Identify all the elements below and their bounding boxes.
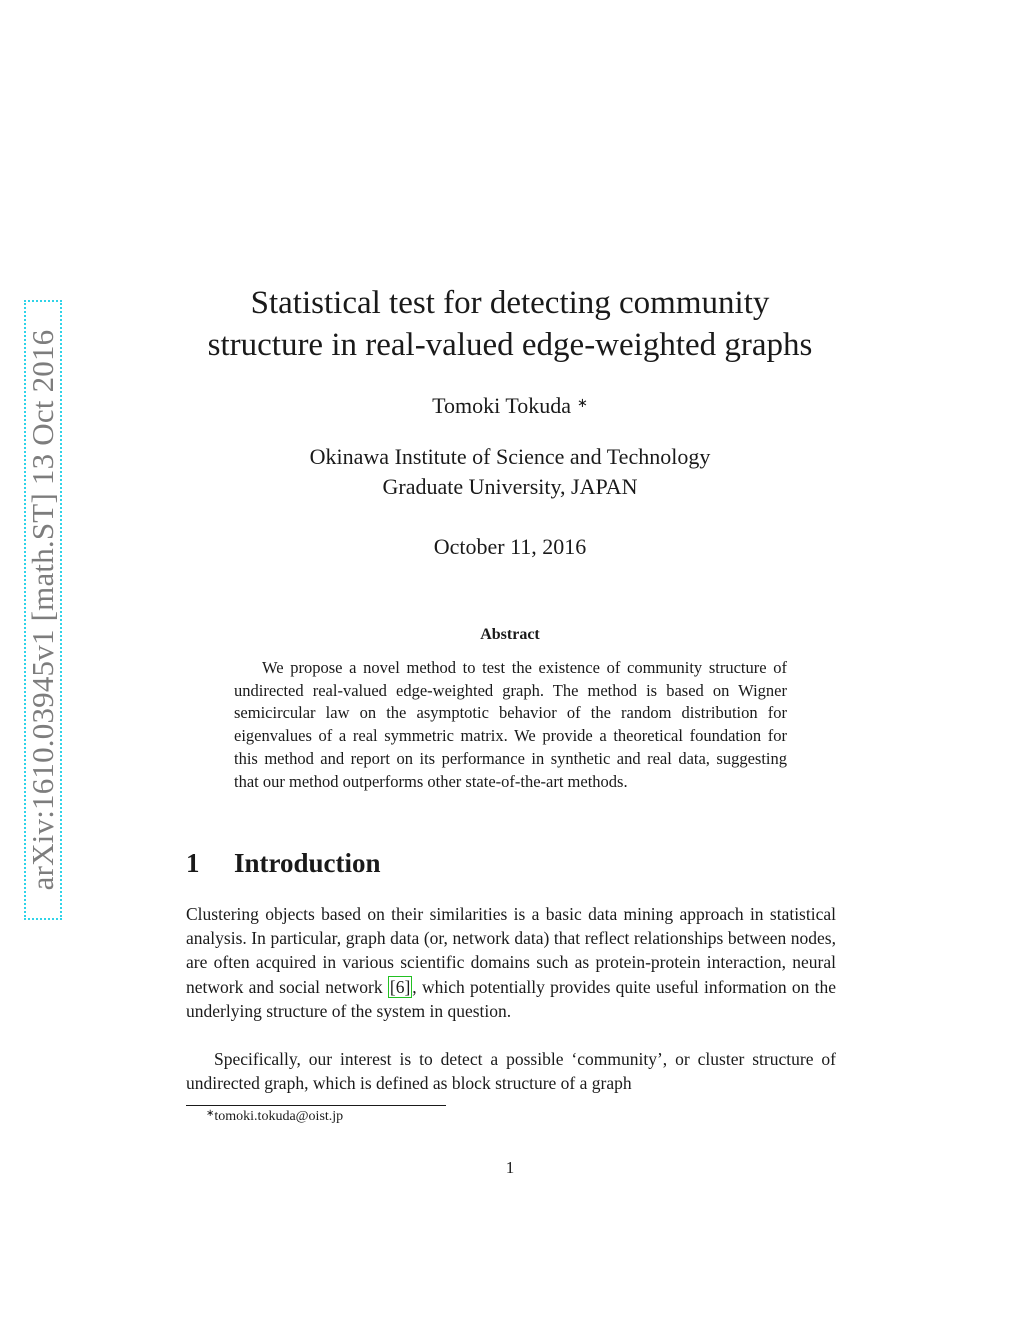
abstract-text: We propose a novel method to test the existence of community structure of undirected real-valued edge-weighted graph. The method is based on Wigner semicircular law on the asymptotic behavior of the random distribution for eigenvalues of a real symmetric matrix. We provide a theoretical foundation for this method and report on its performance in synthetic and real data, suggesting that our method outperforms other state-of-the-art methods. (234, 658, 787, 791)
affiliation-line-2: Graduate University, JAPAN (382, 474, 638, 499)
arxiv-sidebar-stamp (24, 300, 62, 920)
paper-date: October 11, 2016 (433, 534, 587, 559)
paper-title (150, 282, 870, 366)
intro-paragraph-1 (186, 902, 836, 1023)
section-heading (186, 848, 381, 879)
footnote (206, 1109, 343, 1125)
arxiv-identifier: arXiv:1610.03945v1 [math.ST] 13 Oct 2016 (25, 329, 60, 891)
page-number: 1 (505, 1158, 515, 1177)
abstract-heading: Abstract (480, 626, 540, 643)
citation-link[interactable]: [6] (389, 976, 411, 997)
section-title: Introduction (234, 848, 381, 878)
footnote-email: tomoki.tokuda@oist.jp (214, 1109, 344, 1124)
footnote-divider (186, 1105, 446, 1106)
affiliation-block (150, 442, 870, 502)
footnote-mark: ∗ (206, 1108, 215, 1119)
intro-paragraph-1-text-a: Clustering objects based on their similarities is a basic data mining approach in statistical analysis. In particular, graph data (or, network data) that reflect relationships between nodes, are often acquired in various scientific domains such as protein-protein interaction, neural network and social network (186, 904, 836, 997)
author-name: Tomoki Tokuda (432, 393, 571, 418)
intro-paragraph-1-text-b: , which potentially provides quite useful information on the underlying structure of the system in question. (186, 976, 837, 1021)
paper-title-line-2: structure in real-valued edge-weighted graphs (207, 327, 813, 363)
author-footnote-mark: ∗ (577, 395, 588, 410)
author-block (150, 393, 870, 419)
intro-paragraph-2: Specifically, our interest is to detect a possible ‘community’, or cluster structure of undirected graph, which is defined as block structure of a graph (186, 1049, 836, 1094)
affiliation-line-1: Okinawa Institute of Science and Technology (309, 444, 711, 469)
paper-title-line-1: Statistical test for detecting community (250, 285, 770, 321)
section-number: 1 (186, 848, 200, 878)
